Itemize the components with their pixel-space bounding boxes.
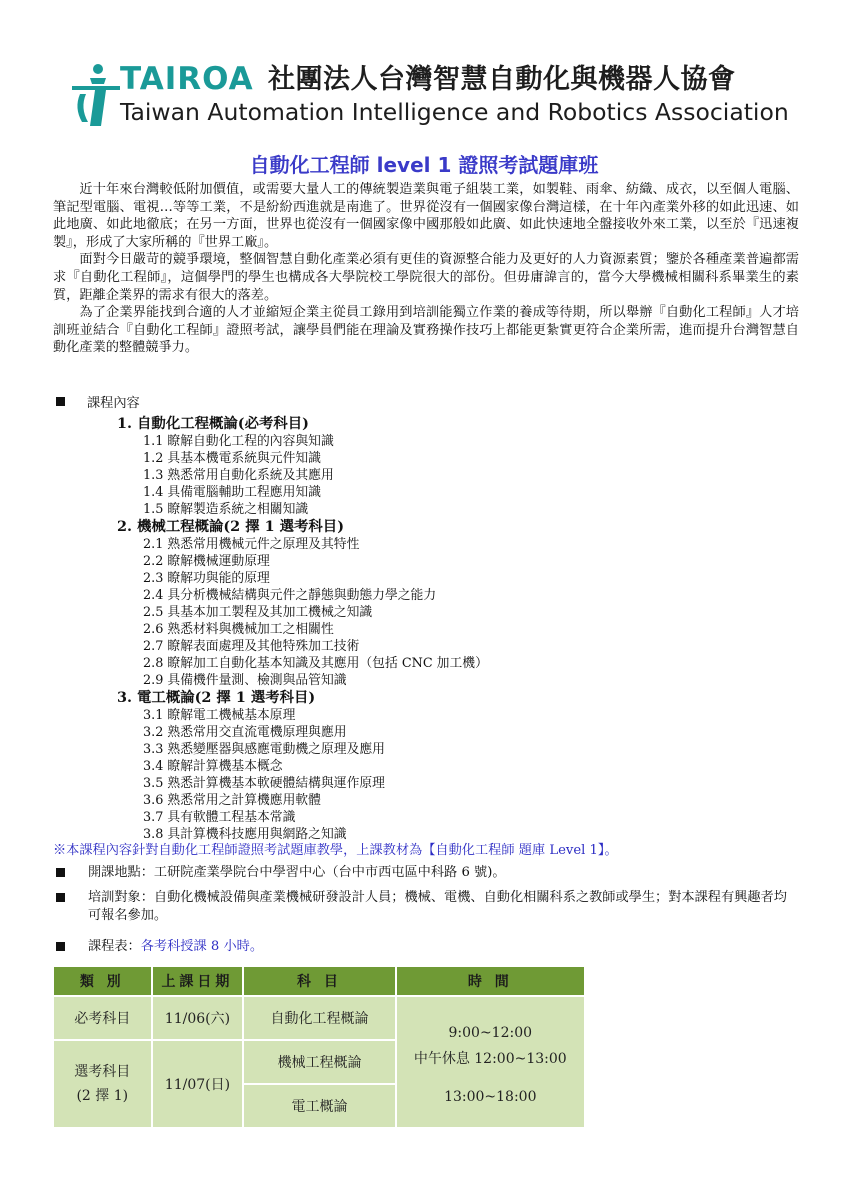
column-header: 科 目 — [243, 966, 395, 996]
subject-title: 2. 機械工程概論(2 擇 1 選考科目) — [117, 518, 345, 535]
subject-item: 3.7 具有軟體工程基本常識 — [143, 810, 296, 825]
subject-item: 2.7 瞭解表面處理及其他特殊加工技術 — [143, 639, 360, 654]
subject-item: 2.6 熟悉材料與機械加工之相關性 — [143, 622, 334, 637]
category-line: (2 擇 1) — [76, 1088, 129, 1104]
subject-item: 2.2 瞭解機械運動原理 — [143, 554, 270, 569]
intro-paragraph: 面對今日嚴苛的競爭環境，整個智慧自動化產業必須有更佳的資源整合能力及更好的人力資源素質；鑒於各種產業普遍都需求『自動化工程師』，這個學門的學生也構成各大學院校工學院很大的部份。但毋庸諱言的，當今大學機械相關科系畢業生的素質，距離企業界的需求有很大的落差。 — [53, 252, 799, 303]
table-header-row — [53, 966, 585, 996]
subject-item: 1.1 瞭解自動化工程的內容與知識 — [143, 434, 334, 449]
intro-text — [53, 181, 799, 357]
column-header: 上課日期 — [152, 966, 244, 996]
course-location — [56, 864, 800, 882]
subject-item: 3.6 熟悉常用之計算機應用軟體 — [143, 793, 321, 808]
subject-cell: 自動化工程概論 — [243, 996, 395, 1040]
column-header: 類 別 — [53, 966, 152, 996]
subject-cell: 機械工程概論 — [243, 1040, 395, 1084]
org-header — [68, 58, 788, 130]
category-cell — [53, 1040, 152, 1128]
subject-item: 2.3 瞭解功與能的原理 — [143, 571, 270, 586]
date-cell: 11/07(日) — [152, 1040, 244, 1128]
subject-cell: 電工概論 — [243, 1084, 395, 1128]
subject-item: 2.1 熟悉常用機械元件之原理及其特性 — [143, 537, 360, 552]
subject-item: 3.1 瞭解電工機械基本原理 — [143, 708, 296, 723]
subject-item: 1.2 具基本機電系統與元件知識 — [143, 451, 321, 466]
subject-item: 2.4 具分析機械結構與元件之靜態與動態力學之能力 — [143, 588, 437, 603]
category-line: 選考科目 — [74, 1064, 131, 1080]
subject-item: 3.2 熟悉常用交直流電機原理與應用 — [143, 725, 347, 740]
intro-paragraph: 近十年來台灣較低附加價值，或需要大量人工的傳統製造業與電子組裝工業，如製鞋、雨傘、紡織、成衣，以至個人電腦、筆記型電腦、電視…等等工業，不是紛紛西進就是南進了。世界從沒有一個國家像台灣這樣，在十年內產業外移的如此迅速、如此地廣、如此地徹底；在另一方面，世界也從沒有一個國家像中國那般如此廣、如此快速地全盤接收外來工業，以至於『迅速複製』，形成了大家所稱的『世界工廠』。 — [53, 182, 799, 250]
subject-item: 1.5 瞭解製造系統之相關知識 — [143, 502, 309, 517]
schedule-hours-note: 各考科授課 8 小時。 — [140, 939, 264, 954]
square-bullet-icon — [56, 868, 65, 877]
schedule-heading — [56, 938, 800, 956]
column-header: 時 間 — [396, 966, 585, 996]
square-bullet-icon — [56, 893, 65, 902]
course-audience — [56, 889, 800, 925]
subject-item: 3.5 熟悉計算機基本軟硬體結構與運作原理 — [143, 776, 385, 791]
time-lunch: 中午休息 12:00~13:00 — [413, 1051, 567, 1067]
subject-item: 3.3 熟悉變壓器與感應電動機之原理及應用 — [143, 742, 385, 757]
org-name-chinese: 社團法人台灣智慧自動化與機器人協會 — [268, 64, 736, 95]
subject-item: 2.5 具基本加工製程及其加工機械之知識 — [143, 605, 373, 620]
time-afternoon: 13:00~18:00 — [444, 1089, 537, 1105]
course-note: ※本課程內容針對自動化工程師證照考試題庫教學，上課教材為【自動化工程師 題庫 Level 1】。 — [53, 843, 618, 858]
square-bullet-icon — [56, 397, 65, 406]
time-cell — [396, 996, 585, 1128]
page-title: 自動化工程師 level 1 證照考試題庫班 — [249, 153, 599, 177]
time-morning: 9:00~12:00 — [448, 1025, 533, 1041]
schedule-label: 課程表： — [88, 939, 141, 954]
subject-item: 1.4 具備電腦輔助工程應用知識 — [143, 485, 321, 500]
subject-title: 3. 電工概論(2 擇 1 選考科目) — [117, 689, 316, 706]
subject-title: 1. 自動化工程概論(必考科目) — [117, 415, 309, 432]
schedule-table — [52, 965, 586, 1129]
subject-item: 3.4 瞭解計算機基本概念 — [143, 759, 283, 774]
course-heading — [56, 395, 140, 413]
org-abbreviation: TAIROA — [120, 61, 254, 97]
subject-item: 1.3 熟悉常用自動化系統及其應用 — [143, 468, 334, 483]
tairoa-logo-icon — [68, 60, 126, 128]
audience-text: 培訓對象：自動化機械設備與產業機械研發設計人員；機械、電機、自動化相關科系之教師或學生；對本課程有興趣者均可報名參加。 — [88, 890, 787, 923]
subject-item: 2.9 具備機件量測、檢測與品管知識 — [143, 673, 347, 688]
table-row — [53, 996, 585, 1040]
course-heading-label: 課程內容 — [87, 396, 140, 411]
location-text: 開課地點：工研院產業學院台中學習中心（台中市西屯區中科路 6 號)。 — [88, 865, 506, 880]
subject-item: 3.8 具計算機科技應用與網路之知識 — [143, 827, 347, 842]
date-cell: 11/06(六) — [152, 996, 244, 1040]
org-name-english: Taiwan Automation Intelligence and Robotics Association — [120, 98, 789, 126]
square-bullet-icon — [56, 942, 65, 951]
intro-paragraph: 為了企業界能找到合適的人才並縮短企業主從員工錄用到培訓能獨立作業的養成等待期，所以舉辦『自動化工程師』人才培訓班並結合『自動化工程師』證照考試，讓學員們能在理論及實務操作技巧上都能更紮實更符合企業所需，進而提升台灣智慧自動化產業的整體競爭力。 — [53, 305, 799, 356]
subject-item: 2.8 瞭解加工自動化基本知識及其應用（包括 CNC 加工機） — [143, 656, 488, 671]
category-cell: 必考科目 — [53, 996, 152, 1040]
